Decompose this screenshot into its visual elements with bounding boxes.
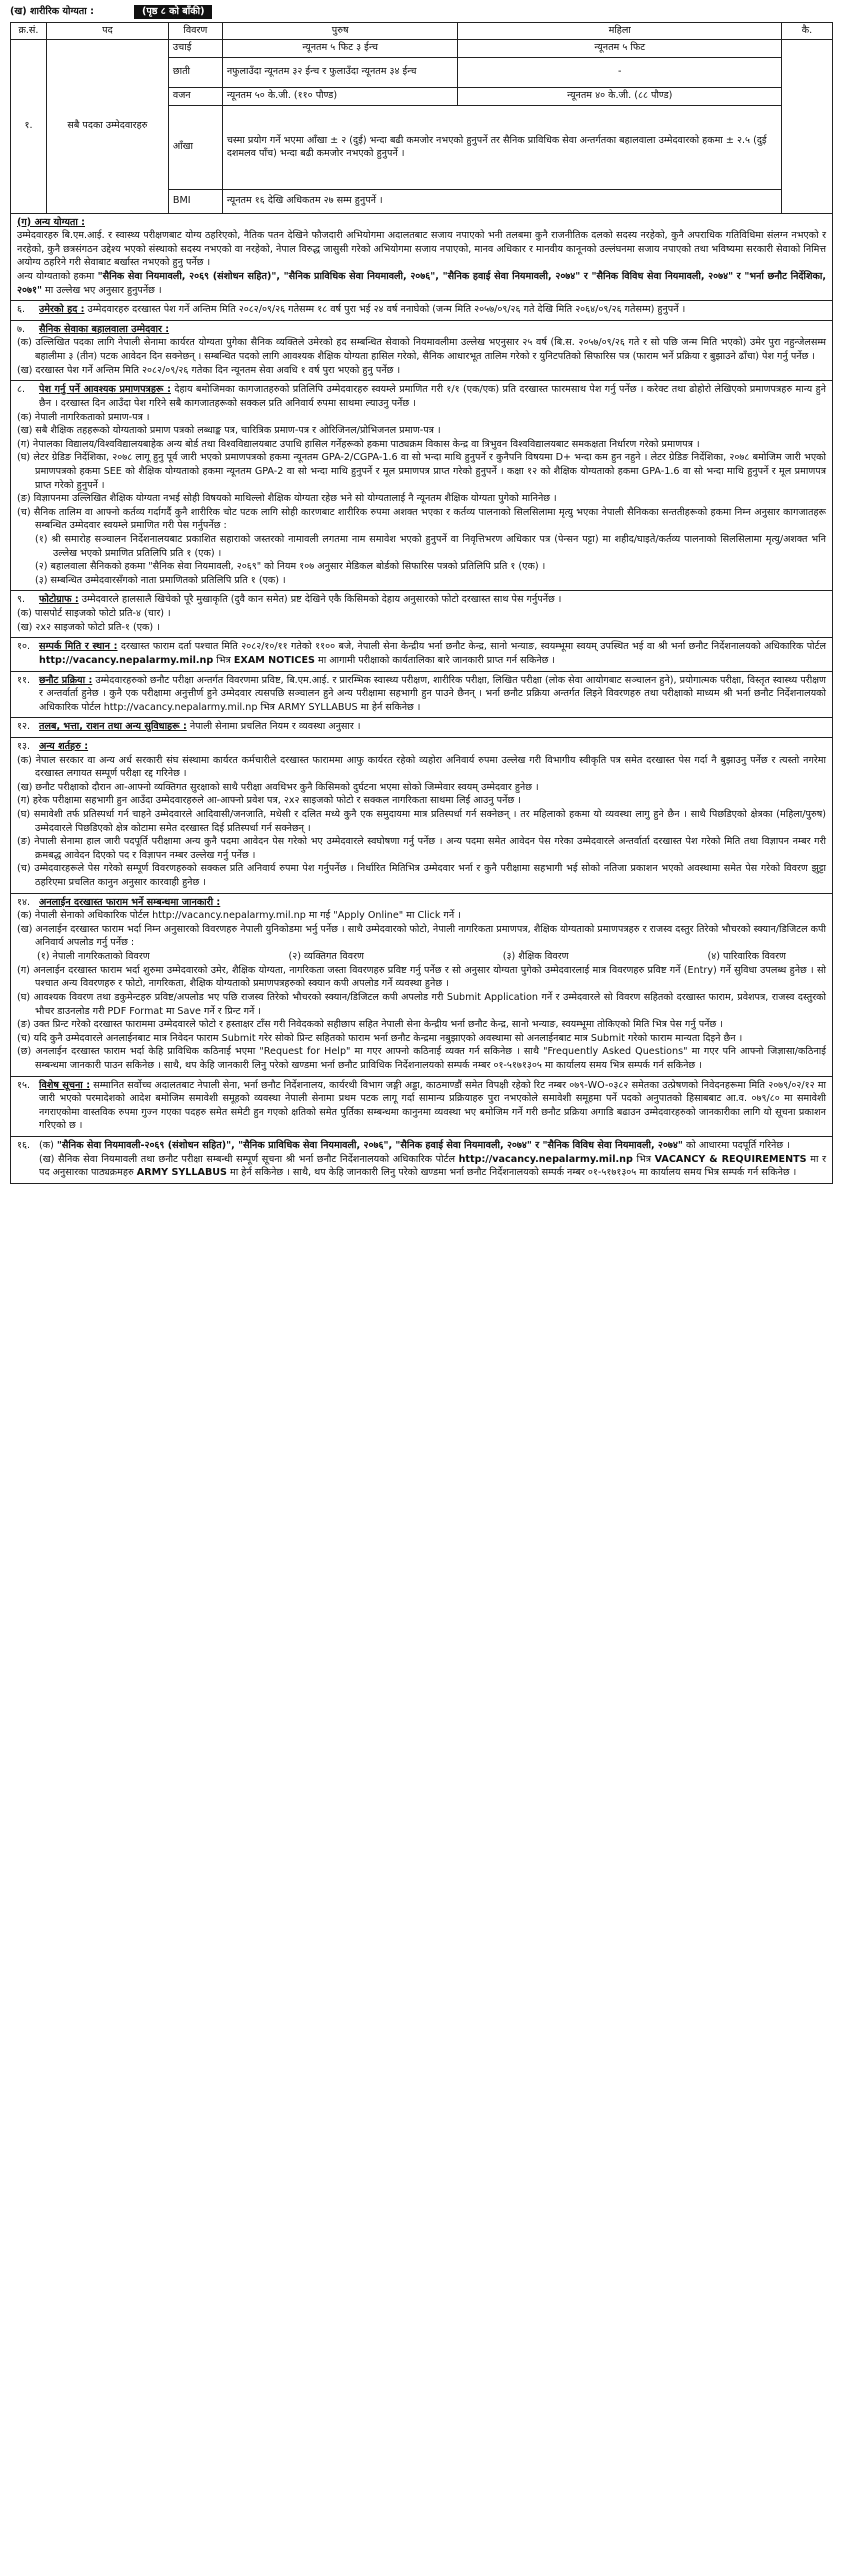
option: (३) शैक्षिक विवरण [502, 951, 569, 963]
row-combined-value: चस्मा प्रयोग गर्ने भएमा आँखा ± २ (दुई) भन्दा बढी कमजोर नभएको हुनुपर्ने तर सैनिक प्राविधिक सेवा अन्तर्गतका बहालवाला उम्मेदवारको हकमा ± २.५ (दुई दशमलव पाँच) भन्दा बढी कमजोर नभएको हुनुपर्ने । [222, 105, 781, 189]
physical-requirements-table [10, 22, 833, 214]
section-number: १२. [17, 721, 31, 733]
page-ref-badge: (पृष्ठ ८ को बाँकी) [134, 5, 213, 19]
detail-options [17, 950, 826, 964]
section-number: ११. [17, 674, 31, 686]
list-item: (ख) २x२ साइजको फोटो प्रति-१ (एक) । [17, 621, 160, 633]
section-label: सम्पर्क मिति र स्थान : [39, 641, 118, 653]
list-item: (क) नेपाल सरकार वा अन्य अर्ध सरकारी संघ संस्थामा कार्यरत कर्मचारीले दरखास्त फाराममा आफु कार्यरत रहेको व्यहोरा अनिवार्य रुपमा उल्लेख गरी विभागीय स्वीकृति पत्र समेत दरखास्त पेस गर्दा नै बुझाउनु पर्नेछ र त्यस्तो नगरेमा दरखास्त लगायत सम्पूर्ण परीक्षा रद्द गरिनेछ । [17, 754, 826, 780]
section-number: १०. [17, 641, 31, 653]
section-15 [10, 1077, 833, 1137]
option: (१) नेपाली नागरिकताको विवरण [37, 951, 150, 963]
row-label: वजन [168, 87, 222, 105]
section-label: सैनिक सेवाका बहालवाला उम्मेदवार : [39, 323, 170, 335]
row-label: छाती [168, 57, 222, 87]
regulations-list: "सैनिक सेवा नियमावली-२०६९ (संशोधन सहित)", "सैनिक प्राविधिक सेवा नियमावली, २०७६", "सैनिक हवाई सेवा नियमावली, २०७४" र "सैनिक विविध सेवा नियमावली, २०७४" [56, 1140, 683, 1151]
list-item: (च) यदि कुनै उम्मेदवारले अनलाईनबाट मात्र निवेदन फाराम Submit गरेर सोको प्रिन्ट सहितको फाराम भर्ना छनौट केन्द्रमा नबुझाएको अवस्थामा सो अनलाईनबाट मात्र Submit गरेको फाराम मान्यता दिइने छैन । [17, 1032, 743, 1044]
list-subitem: (२) बहालवाला सैनिकको हकमा "सैनिक सेवा नियमावली, २०६९" को नियम १०७ अनुसार मेडिकल बोर्डको सिफारिस पत्रको प्रतिलिपि प्रति १ (एक) । [35, 561, 546, 573]
section-title: (ख) शारीरिक योग्यता : [10, 6, 94, 18]
list-item: (ग) हरेक परीक्षामा सहभागी हुन आउँदा उम्मेदवारहरुले आ-आफ्नो प्रवेश पत्र, २x२ साइजको फोटो र सक्कल नागरिकता साथमा लिई आउनु पर्नेछ । [17, 795, 521, 807]
section-label: अनलाईन दरखास्त फाराम भर्ने सम्बन्धमा जानकारी : [39, 896, 221, 908]
list-subitem: (३) सम्बन्धित उम्मेदवारसँगको नाता प्रमाणितको प्रतिलिपि प्रति १ (एक) । [35, 574, 286, 586]
section-g [10, 214, 833, 302]
section-12 [10, 718, 833, 738]
regulations-list: "सैनिक सेवा नियमावली, २०६९ (संशोधन सहित)", "सैनिक प्राविधिक सेवा नियमावली, २०७६", "सैनिक हवाई सेवा नियमावली, २०७४" र "सैनिक विविध सेवा नियमावली, २०७४" र "भर्ना छनौट निर्देशिका, २०७१" [17, 271, 827, 296]
list-item: (क) पासपोर्ट साइजको फोटो प्रति-४ (चार) । [17, 608, 171, 620]
list-item: (छ) अनलाईन दरखास्त फाराम भर्दा केहि प्राविधिक कठिनाई भएमा "Request for Help" मा गएर आफ्नो कठिनाई व्यक्त गर्न सकिनेछ । साथै "Frequently Asked Questions" मा गएर पनि आफ्नो जिज्ञासा/कठिनाई सम्बन्धमा जानकारी पाउन सकिनेछ । साथै, थप केहि जानकारी लिनु परेको खण्डमा भर्ना छनौट प्राविधिक निर्देशनालयको सम्पर्क नम्बर ०१-५१७१३०५ मा कार्यालय समय भित्र सम्पर्क गर्न सकिनेछ । [17, 1046, 826, 1071]
section-label: फोटोग्राफ : [39, 594, 79, 606]
section-header [10, 2, 833, 22]
section-text: उम्मेदवारले हालसालै खिचेको पूरै मुखाकृति (दुवै कान समेत) प्रष्ट देखिने एकै किसिमको देहाय अनुसारको फोटो दरखास्त साथ पेस गर्नुपर्नेछ । [78, 594, 562, 606]
row-combined-value: न्यूनतम १६ देखि अधिकतम २७ सम्म हुनुपर्ने । [222, 189, 781, 213]
list-item: (ङ) नेपाली सेनामा हाल जारी पदपूर्ति परीक्षामा अन्य कुनै पदमा आवेदन पेस गरेको भए उम्मेदवारले स्वघोषणा गर्नु पर्नेछ । अन्य पदमा समेत आवेदन पेस गरेका उम्मेदवारले अन्तर्वार्ता दरखास्त पेश गरेको मिति तथा विज्ञापन नम्बर गरी क्रमबद्ध आवेदन दिएको पद र विज्ञापन नम्बर उल्लेख गर्नु पर्नेछ । [17, 836, 826, 861]
list-item: (ग) नेपालका विद्यालय/विश्वविद्यालयबाहेक अन्य बोर्ड तथा विश्वविद्यालयबाट उपाधि हासिल गर्नेहरूको हकमा पाठ्यक्रम विकास केन्द्र वा त्रिभुवन विश्वविद्यालयबाट समकक्षता निर्धारण गरेको प्रमाणपत्र । [17, 438, 700, 450]
section-text: उम्मेदवारहरु दरखास्त पेश गर्ने अन्तिम मिति २०८२/०९/२६ गतेसम्म १८ वर्ष पुरा भई २४ वर्ष ननाघेको (जन्म मिति २०५७/०९/२६ गते देखि मिति २०६४/०९/२६ गतेसम्म) हुनुपर्ने । [84, 304, 686, 316]
text: मा हेर्न सकिनेछ । [357, 701, 421, 713]
row-male-value: न्यूनतम ५० के.जी. (११० पौण्ड) [222, 87, 458, 105]
text: मा र पद अनुसारका पाठ्यक्रमहरु [39, 1153, 826, 1179]
list-item: (घ) समावेशी तर्फ प्रतिस्पर्धा गर्न चाहने उम्मेदवारले आदिवासी/जनजाति, मधेसी र दलित मध्ये कुनै एक समुदायमा मात्र प्रतिस्पर्धा गर्न सक्नेछन् । तर महिलाको हकमा यो व्यवस्था लागु हुने छैन । साथै पिछडिएको क्षेत्रका (महिला/पुरुष) उम्मेदवारले पिछडिएको क्षेत्र कोटामा समेत दरखास्त दिई प्रतिस्पर्धा गर्न सक्नेछन् । [17, 808, 826, 834]
list-subitem: (१) श्री समारोह सञ्चालन निर्देशनालयबाट प्रकाशित सहाराको जस्तरको नामावली लगतमा नाम समावेश भएको हुनुपर्ने वा निवृत्तिभरण अधिकार पत्र (पेन्सन पट्टा) मा शहीद/घाइते/कर्तव्य पालनाको सिलसिलामा मृत्यु/अशक्त भनि उल्लेख भएको प्रमाणित प्रतिलिपि प्रति १ (एक) । [35, 534, 826, 559]
list-item: (ख) छनौट परीक्षाको दौरान आ-आफ्नो व्यक्तिगत सुरक्षाको साथै परीक्षा अवधिभर कुनै किसिमको दुर्घटना भएमा सोको जिम्मेवार स्वयम् उम्मेदवार हुनेछ । [17, 781, 539, 793]
section-16 [10, 1137, 833, 1184]
list-item: (च) सैनिक तालिम वा आफ्नो कर्तव्य गर्दागर्दै कुनै शारीरिक चोट पटक लागि सोही कारणबाट शारीरिक रुपमा अशक्त भएका र कर्तव्य पालनाको सिलसिलामा मृत्यु भएका नेपाली सैनिकका सन्ततीहरूको हकमा निम्न अनुसार कागजातहरू सम्बन्धित उम्मेदवार स्वयम्ले प्रमाणित गरी पेस गर्नुपर्नेछ : [17, 506, 826, 532]
col-male: पुरुष [222, 23, 458, 40]
col-female: महिला [458, 23, 782, 40]
section-text: उम्मेदवारहरुको छनौट परीक्षा अन्तर्गत विवरणमा प्रविष्ट, बि.एम.आई. र प्रारम्भिक स्वास्थ्य परीक्षण, शारीरिक परीक्षा, लिखित परीक्षा (लोक सेवा आयोगबाट सञ्चालन हुने), प्रयोगात्मक परीक्षा, विस्तृत स्वास्थ्य परीक्षण र अन्तर्वार्ता हुनेछ । कुनै एक परीक्षामा अनुत्तीर्ण हुने उम्मेदवार त्यसपछि सञ्चालन हुने अन्य परीक्षामा सहभागी हुन पाउने छैनन् । भर्ना छनौट प्रक्रिया अन्तर्गत लिइने विवरणहरु तथा परीक्षाको माध्यम श्री भर्ना छनौट निर्देशनालयको अधिकारिक पोर्टल http://vacancy.nepalarmy.mil.np भित्र [39, 674, 826, 713]
vacancy-requirements-label: VACANCY & REQUIREMENTS [654, 1153, 807, 1165]
table-header-row [11, 23, 833, 40]
section-g-title: (ग) अन्य योग्यता : [17, 216, 86, 228]
army-syllabus-label: ARMY SYLLABUS [136, 1167, 227, 1179]
section-number: १६. [17, 1140, 31, 1151]
portal-link[interactable]: http://vacancy.nepalarmy.mil.np [458, 1153, 633, 1165]
row-female-value: न्यूनतम ४० के.जी. (८८ पौण्ड) [458, 87, 782, 105]
list-item: (ङ) उक्त प्रिन्ट गरेको दरखास्त फाराममा उम्मेदवारले फोटो र हस्ताक्षर टाँस गरी निवेदकको सहीछाप सहित नेपाली सेना केन्द्रीय भर्ना छनौट केन्द्र, सानो भन्याङ, स्वयम्भूमा तोकिएको मिति भित्र पेस गर्नु पर्नेछ । [17, 1019, 723, 1031]
section-number: ६. [17, 304, 26, 316]
list-item: (क) नेपाली नागरिकताको प्रमाण-पत्र । [17, 411, 150, 423]
section-label: अन्य शर्तहरु : [39, 740, 89, 752]
page [10, 2, 833, 1184]
col-serial: क्र.सं. [11, 23, 47, 40]
text: (ख) सैनिक सेवा नियमावली तथा छनौट परीक्षा सम्बन्धी सम्पूर्ण सूचना श्री भर्ना छनौट निर्देशनालयको अधिकारिक पोर्टल [39, 1153, 459, 1165]
list-item: (घ) लेटर ग्रेडिङ निर्देशिका, २०७८ लागू हुनु पूर्व जारी भएको प्रमाणपत्रको हकमा न्यूनतम GPA-2/CGPA-1.6 वा सो भन्दा माथि हुनुपर्ने र कुनैपनि विषयमा D+ भन्दा कम हुन नहुने । लेटर ग्रेडिङ निर्देशिका, २०७८ बमोजिम जारी भएको प्रमाणपत्रको हकमा SEE को शैक्षिक योग्यताको हकमा न्यूनतम GPA-2 वा सो भन्दा माथि हुनुपर्ने र मूल प्रमाणपत्र प्राप्त गरेको हुनुपर्ने । कक्षा १२ को शैक्षिक योग्यताको हकमा GPA-1.6 वा सो भन्दा माथि हुनुपर्ने र मूल प्रमाणपत्र प्राप्त गरेको हुनुपर्ने । [17, 452, 826, 491]
section-9 [10, 591, 833, 638]
section-g-p1: उम्मेदवारहरु बि.एम.आई. र स्वास्थ्य परीक्षणबाट योग्य ठहरिएको, नैतिक पतन देखिने फौजदारी अभियोगमा अदालतबाट सजाय नपाएको भनी तलबमा कुनै राजनीतिक दलको सदस्य नरहेको, कुनै अपराधिक गतिविधिमा संलग्न नभएको र नरहेको, कुनै छत्रसंगठन उद्देश्य भएको संस्थाको सदस्य नभएको वा नरहेको, नेपाल विरुद्ध जासुसी गरेको अभियोगमा सजाय नपाएको, मानव अधिकार र मानवीय कानूनको उल्लंघनमा सजाय नपाएको तथा भविष्यमा सरकारी सेवाको निमित्त अयोग्य ठहरिने गरी सेवाबाट बर्खास्त नभएको हुनु पर्नेछ । [17, 230, 826, 269]
list-item: (ग) अनलाईन दरखास्त फाराम भर्दा शुरुमा उम्मेदवारको उमेर, शैक्षिक योग्यता, नागरिकता जस्ता विवरणहरु प्रविष्ट गर्नु पर्नेछ र सो अनुसार योग्यता पुगेको उम्मेदवारलाई मात्र विवरणहरु प्रविष्ट गर्ने (Entry) गर्ने सुविधा उपलब्ध हुनेछ । सो पश्चात अन्य विवरणहरु र फोटो, नागरिकता, शैक्षिक योग्यताको प्रमाणपत्रहरुको स्क्यान कपी अपलोड गर्ने व्यवस्था हुनेछ । [17, 964, 826, 990]
text: मा आगामी परीक्षाको कार्यतालिका बारे जानकारी प्राप्त गर्न सकिनेछ । [314, 654, 556, 666]
row-male-value: न्यूनतम ५ फिट ३ ईन्च [222, 39, 458, 57]
section-13 [10, 738, 833, 894]
text: मा हेर्न सकिनेछ । साथै, थप केहि जानकारी लिनु परेको खण्डमा भर्ना छनौट निर्देशनालयको सम्पर्क नम्बर ०१-५१७१३०५ मा कार्यालय समय भित्र सम्पर्क गर्न सकिनेछ । [226, 1167, 797, 1179]
row-remark [782, 39, 833, 213]
option: (४) पारिवारिक विवरण [707, 951, 786, 963]
section-label: पेश गर्नु पर्ने आवश्यक प्रमाणपत्रहरू : [39, 384, 171, 396]
section-11 [10, 672, 833, 719]
row-male-value: नफुलाउँदा न्यूनतम ३२ ईन्च र फुलाउँदा न्यूनतम ३४ ईन्च [222, 57, 458, 87]
list-item: (घ) आवश्यक विवरण तथा डकुमेन्टहरु प्रविष्ट/अपलोड भए पछि राजस्व तिरेको भौचरको स्क्यान/डिजिटल कपी अपलोड गरी Submit Application गर्ने र उम्मेदवारले सो विवरण सहितको दरखास्त फाराम, प्रवेशपत्र, राजस्व दस्तुरको भौचर डाउनलोड गरी PDF Format मा Save गर्ने र प्रिन्ट गर्ने । [17, 991, 826, 1017]
text: अन्य योग्यताको हकमा [17, 271, 98, 283]
row-label: आँखा [168, 105, 222, 189]
section-7 [10, 321, 833, 381]
row-female-value: न्यूनतम ५ फिट [458, 39, 782, 57]
list-item: (क) नेपाली सेनाको अधिकारिक पोर्टल http://vacancy.nepalarmy.mil.np मा गई "Apply Online" मा Click गर्ने । [17, 910, 461, 922]
section-text: देहाय बमोजिमका कागजातहरुको प्रतिलिपि उम्मेदवारहरु स्वयम्ले प्रमाणित गरी १/१ (एक/एक) प्रति दरखास्त फारमसाथ पेश गर्नु पर्नेछ । करेक्ट तथा ढोहोरो लेखिएको प्रमाणपत्रहरु मान्य हुने छैन । दरखास्त दिन आउँदा पेश गरिने सबै कागजातहरूको सक्कल प्रति अनिवार्य रुपमा साथमा ल्याउनु पर्नेछ । [39, 384, 826, 409]
option: (२) व्यक्तिगत विवरण [288, 951, 364, 963]
section-10 [10, 638, 833, 671]
section-text: नेपाली सेनामा प्रचलित नियम र व्यवस्था अनुसार । [186, 721, 361, 733]
section-number: ८. [17, 384, 26, 396]
text: भित्र [213, 654, 234, 666]
row-female-value: - [458, 57, 782, 87]
list-item: (क) उल्लिखित पदका लागि नेपाली सेनामा कार्यरत योग्यता पुगेका सैनिक व्यक्तिले उमेरको हद सम्बन्धित सेवाको नियमावलीमा उल्लेख भएनुसार २५ वर्ष (बि.स. २०५७/०९/२६ गते र सो पछि जन्म मिति भएको) उमेर पुरा नहुन्जेलसम्म बहालीमा ३ (तीन) पटक आवेदन दिन सक्नेछन् । सम्बन्धित पदको लागि आवश्यक शैक्षिक योग्यता हासिल गरेको, सैनिक आधारभूत तालिम गरेको र युनिटपतिको सिफारिस पत्र (फाराम भर्ने प्रक्रिया र बुझाउने ढाँचा) पेश गर्नु पर्नेछ । [17, 337, 826, 363]
section-6 [10, 301, 833, 321]
col-remark: कै. [782, 23, 833, 40]
col-detail: विवरण [168, 23, 222, 40]
section-number: ९. [17, 594, 26, 606]
list-item: (ख) अनलाईन दरखास्त फाराम भर्दा निम्न अनुसारको विवरणहरु नेपाली युनिकोडमा भर्नु पर्नेछ । साथै उम्मेदवारको फोटो, नेपाली नागरिकता प्रमाणपत्र, शैक्षिक योग्यताको प्रमाणपत्रहरु र राजस्व दस्तुर तिरेको भौचरको स्क्यान/डिजिटल कपी अनिवार्य अपलोड गर्नु पर्नेछ : [17, 923, 826, 949]
section-label: छनौट प्रक्रिया : [39, 674, 93, 686]
section-14 [10, 894, 833, 1077]
col-post: पद [46, 23, 168, 40]
section-label: विशेष सूचना : [39, 1079, 91, 1091]
portal-link[interactable]: http://vacancy.nepalarmy.mil.np [39, 654, 214, 666]
exam-notices-label: EXAM NOTICES [233, 654, 315, 666]
table-row [11, 39, 833, 57]
text: भित्र [632, 1153, 655, 1165]
row-post: सबै पदका उम्मेदवारहरु [46, 39, 168, 213]
army-syllabus-label: ARMY SYLLABUS [278, 701, 358, 713]
list-item: (ख) दरखास्त पेश गर्ने अन्तिम मिति २०८२/०९/२६ गतेका दिन न्यूनतम सेवा अवधि १ वर्ष पुरा भएको हुनु पर्नेछ । [17, 364, 401, 376]
section-text: सम्मानित सर्वोच्च अदालतबाट नेपाली सेना, भर्ना छनौट निर्देशनालय, कार्यरथी विभाग जङ्गी अड्डा, काठमाण्डौं समेत विपक्षी रहेको रिट नम्बर ०७९-WO-०३८२ समेतका उत्प्रेषणको निवेदनहरूमा मिति २०७९/०२/१२ मा जारी भएको परमादेशको आदेश बमोजिम समावेशी समूहको व्यवस्था नेपाली सेनामा प्रथम पटक लागू गर्दा सामान्य प्रक्रियाहरु पुरा नभएकोले समावेशी समूहमा पर्ने पदको अनुपातको हिसाबबाट आ.व. ०७९/८० मा समावेशी नगराएकोमा वास्तविक रुपमा गुज्न गएका पदहरु समेत समेटी हुन गएको क्षतिको समेत पुर्तिका सम्बन्धमा कानुनमा व्यवस्था भए बमोजिम गर्ने गरी छनौट प्रक्रिया अगाडि बढाउन उम्मेदवारहरुको जानकारीका लागि यो सूचना प्रकाशन गरिएको छ । [39, 1079, 826, 1132]
section-label: उमेरको हद : [39, 304, 85, 316]
text: (क) [39, 1140, 57, 1151]
text: को आधारमा पदपूर्ति गरिनेछ । [682, 1140, 790, 1151]
row-label: उचाई [168, 39, 222, 57]
section-number: ७. [17, 323, 26, 335]
section-number: १४. [17, 896, 31, 908]
section-number: १५. [17, 1079, 31, 1091]
row-label: BMI [168, 189, 222, 213]
row-serial: १. [11, 39, 47, 213]
list-item: (ख) सबै शैक्षिक तहहरूको योग्यताको प्रमाण पत्रको लब्धाङ्क पत्र, चारित्रिक प्रमाण-पत्र र ओरिजिनल/प्रोभिजनल प्रमाण-पत्र । [17, 425, 441, 437]
section-g-p2 [17, 270, 826, 297]
section-number: १३. [17, 740, 31, 752]
section-text: दरखास्त फाराम दर्ता पश्चात मिति २०८२/१०/११ गतेको ११०० बजे, नेपाली सेना केन्द्रीय भर्ना छनौट केन्द्र, सानो भन्याङ, स्वयम्भूमा स्वयम् उपस्थित भई वा श्री भर्ना छनौट निर्देशनालयको अधिकारिक पोर्टल [117, 641, 826, 653]
text: मा उल्लेख भए अनुसार हुनुपर्नेछ । [41, 284, 162, 296]
list-item: (च) उम्मेदवारहरूले पेस गरेको सम्पूर्ण विवरणहरुको सक्कल प्रति अनिवार्य रुपमा पेश गर्नुपर्नेछ । निर्धारित मितिभित्र उम्मेदवार भर्ना र कुनै परीक्षामा सहभागी भई सोको नतिजा प्रकाशन भएको अवस्थामा समेत पेस गरेको विवरण झुट्टा ठहरिएमा प्रचलित कानुन अनुसार कारवाही हुनेछ । [17, 863, 826, 889]
section-8 [10, 381, 833, 591]
section-label: तलब, भत्ता, राशन तथा अन्य सुविधाहरू : [39, 721, 187, 733]
list-item: (ङ) विज्ञापनमा उल्लिखित शैक्षिक योग्यता नभई सोही विषयको माथिल्लो शैक्षिक योग्यता रहेछ भने सो योग्यतालाई नै न्यूनतम शैक्षिक योग्यता पुगेको मानिनेछ । [17, 493, 557, 505]
